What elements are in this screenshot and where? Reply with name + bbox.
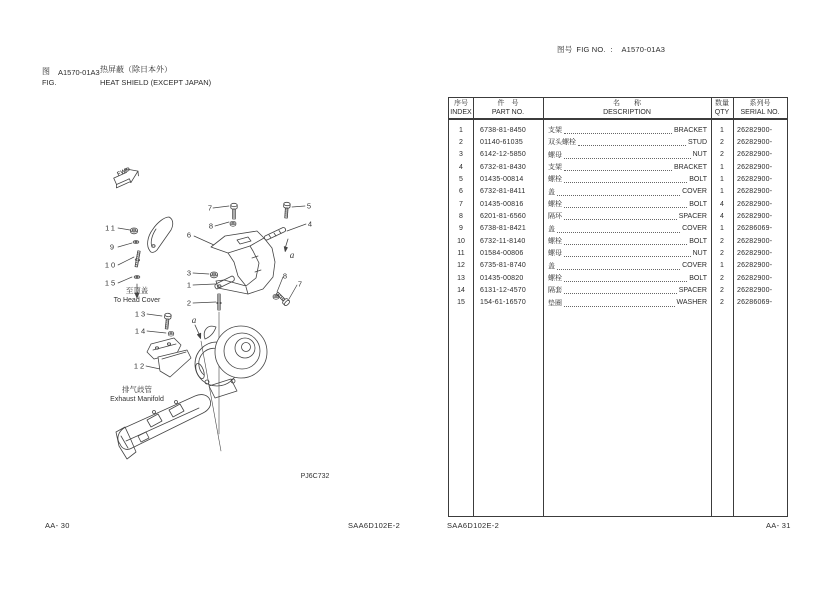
row-serial: 26282900- bbox=[737, 151, 773, 159]
row-part-no: 01584-00806 bbox=[480, 249, 524, 257]
row-desc-cn: 螺母 bbox=[548, 151, 562, 159]
to-head-cover-en: To Head Cover bbox=[113, 297, 161, 304]
arrow-a-mid bbox=[195, 325, 201, 339]
row-qty: 4 bbox=[720, 200, 724, 208]
table-header bbox=[449, 98, 787, 120]
header-desc-en: DESCRIPTION bbox=[603, 109, 651, 116]
row-desc-cn: 螺母 bbox=[548, 250, 562, 258]
part-bolt-7-top bbox=[231, 203, 237, 219]
row-serial: 26282900- bbox=[737, 262, 773, 270]
arrow-a-top bbox=[284, 239, 288, 252]
fig-code: A1570-01A3 bbox=[58, 68, 100, 77]
row-index: 6 bbox=[459, 188, 463, 196]
part-bracket-6 bbox=[211, 231, 275, 294]
row-qty: 1 bbox=[720, 225, 724, 233]
header-qty bbox=[711, 98, 733, 118]
row-part-no: 154-61-16570 bbox=[480, 299, 526, 307]
leader-dots bbox=[557, 188, 680, 196]
row-desc-cn: 螺栓 bbox=[548, 176, 562, 184]
row-part-no: 01140-61035 bbox=[480, 138, 523, 146]
row-description bbox=[543, 248, 711, 258]
row-description bbox=[543, 125, 711, 135]
callout-15: 15 bbox=[104, 278, 118, 288]
callout-a-mid: a bbox=[191, 315, 197, 325]
part-plate bbox=[148, 217, 173, 252]
callout-13: 13 bbox=[134, 309, 148, 319]
header-index bbox=[449, 98, 473, 118]
row-description bbox=[543, 261, 711, 271]
leader-dots bbox=[564, 249, 691, 257]
row-desc-en: STUD bbox=[687, 138, 707, 146]
table-row bbox=[449, 223, 787, 235]
fig-no-separator: ： bbox=[609, 45, 618, 54]
row-part-no: 01435-00814 bbox=[480, 175, 524, 183]
row-qty: 2 bbox=[720, 299, 724, 307]
row-serial: 26282900- bbox=[737, 188, 773, 196]
row-description bbox=[543, 199, 711, 209]
row-desc-cn: 垫圈 bbox=[548, 299, 562, 307]
parts-table bbox=[448, 97, 788, 517]
leader-dots bbox=[564, 286, 677, 294]
table-body bbox=[449, 120, 787, 309]
footer-right-page-no: AA- 31 bbox=[766, 521, 791, 530]
header-index-en: INDEX bbox=[450, 109, 472, 116]
row-index: 2 bbox=[459, 138, 463, 146]
callout-12: 12 bbox=[133, 361, 147, 371]
fig-no-label-cn: 图号 bbox=[557, 45, 573, 54]
row-desc-en: BOLT bbox=[689, 200, 707, 208]
row-serial: 26282900- bbox=[737, 126, 773, 134]
table-row bbox=[449, 247, 787, 259]
row-description bbox=[543, 298, 711, 308]
exhaust-manifold-cn: 排气歧管 bbox=[121, 385, 152, 394]
table-row bbox=[449, 161, 787, 173]
row-index: 5 bbox=[459, 175, 463, 183]
fig-no-line bbox=[557, 44, 669, 55]
row-serial: 26282900- bbox=[737, 286, 773, 294]
table-row bbox=[449, 272, 787, 284]
row-qty: 2 bbox=[720, 237, 724, 245]
exhaust-manifold-label bbox=[110, 385, 164, 405]
row-index: 13 bbox=[457, 274, 465, 282]
callout-a-top: a bbox=[289, 250, 295, 260]
row-desc-cn: 支架 bbox=[548, 127, 562, 135]
row-desc-en: SPACER bbox=[678, 212, 707, 220]
row-desc-cn: 双头螺栓 bbox=[548, 139, 576, 147]
callout-8-right: 8 bbox=[282, 271, 288, 281]
header-index-cn: 序号 bbox=[454, 100, 468, 107]
part-bolt-13 bbox=[163, 313, 171, 329]
callout-9: 9 bbox=[109, 242, 115, 252]
row-description bbox=[543, 174, 711, 184]
header-desc-cn: 名 称 bbox=[613, 100, 641, 107]
row-part-no: 6735-81-8740 bbox=[480, 262, 526, 270]
exhaust-manifold-en: Exhaust Manifold bbox=[110, 396, 164, 403]
to-head-cover-cn: 至顶盖 bbox=[125, 286, 149, 295]
row-serial: 26282900- bbox=[737, 175, 773, 183]
row-qty: 2 bbox=[720, 274, 724, 282]
leader-dots bbox=[564, 237, 687, 245]
fig-label-cn: 图 bbox=[42, 67, 50, 76]
callout-5: 5 bbox=[306, 201, 312, 211]
row-serial: 26282900- bbox=[737, 200, 773, 208]
header-part-cn: 件 号 bbox=[497, 100, 519, 107]
row-serial: 26282900- bbox=[737, 274, 773, 282]
fig-label-en: FIG. bbox=[42, 78, 57, 87]
row-desc-en: BOLT bbox=[689, 237, 707, 245]
row-desc-en: COVER bbox=[682, 262, 707, 270]
part-nut-14 bbox=[168, 331, 173, 336]
callout-4: 4 bbox=[307, 219, 313, 229]
row-description bbox=[543, 137, 711, 147]
header-serial bbox=[733, 98, 787, 118]
header-serial-cn: 系列号 bbox=[749, 100, 771, 107]
row-serial: 26286069- bbox=[737, 225, 773, 233]
row-part-no: 6732-81-8430 bbox=[480, 163, 526, 171]
callout-11: 11 bbox=[105, 223, 117, 233]
part-washer-9 bbox=[133, 241, 139, 244]
row-desc-cn: 盖 bbox=[548, 262, 555, 270]
footer-left-model: SAA6D102E-2 bbox=[348, 521, 401, 530]
callout-7-top: 7 bbox=[207, 203, 213, 213]
callout-14: 14 bbox=[134, 326, 148, 336]
row-qty: 2 bbox=[720, 286, 724, 294]
row-desc-cn: 支架 bbox=[548, 164, 562, 172]
part-bolt-7-right bbox=[275, 291, 291, 307]
row-index: 7 bbox=[459, 200, 463, 208]
table-row bbox=[449, 136, 787, 148]
row-desc-cn: 螺栓 bbox=[548, 275, 562, 283]
row-desc-cn: 隔套 bbox=[548, 287, 562, 295]
row-desc-cn: 盖 bbox=[548, 225, 555, 233]
table-row bbox=[449, 235, 787, 247]
row-qty: 1 bbox=[720, 163, 724, 171]
callout-10: 10 bbox=[104, 260, 118, 270]
part-nut-11 bbox=[131, 228, 138, 234]
row-desc-cn: 盖 bbox=[548, 188, 555, 196]
row-index: 11 bbox=[457, 249, 465, 257]
row-serial: 26282900- bbox=[737, 212, 773, 220]
row-serial: 26282900- bbox=[737, 138, 773, 146]
leader-dots bbox=[564, 274, 687, 282]
part-nut-3 bbox=[211, 272, 218, 278]
row-part-no: 6732-11-8140 bbox=[480, 237, 526, 245]
row-qty: 1 bbox=[720, 175, 724, 183]
row-serial: 26282900- bbox=[737, 249, 773, 257]
row-desc-en: BRACKET bbox=[673, 163, 707, 171]
row-desc-en: SPACER bbox=[678, 286, 707, 294]
row-qty: 1 bbox=[720, 188, 724, 196]
callout-6: 6 bbox=[186, 230, 192, 240]
table-row bbox=[449, 198, 787, 210]
table-row bbox=[449, 210, 787, 222]
row-index: 10 bbox=[457, 237, 465, 245]
leader-dots bbox=[564, 163, 672, 171]
row-serial: 26282900- bbox=[737, 163, 773, 171]
row-desc-en: COVER bbox=[682, 225, 707, 233]
row-description bbox=[543, 211, 711, 221]
row-index: 8 bbox=[459, 212, 463, 220]
row-part-no: 6738-81-8450 bbox=[480, 126, 526, 134]
row-desc-cn: 隔环 bbox=[548, 213, 562, 221]
leader-dots bbox=[564, 299, 675, 307]
callout-8-top: 8 bbox=[208, 221, 214, 231]
leader-dots bbox=[564, 175, 687, 183]
row-desc-en: WASHER bbox=[676, 299, 707, 307]
part-stud-2 bbox=[217, 294, 221, 310]
row-description bbox=[543, 224, 711, 234]
row-qty: 4 bbox=[720, 212, 724, 220]
fig-no-value: A1570-01A3 bbox=[621, 45, 666, 54]
table-row bbox=[449, 284, 787, 296]
row-index: 9 bbox=[459, 225, 463, 233]
header-qty-cn: 数量 bbox=[715, 100, 729, 107]
row-desc-en: COVER bbox=[682, 188, 707, 196]
leader-dots bbox=[564, 212, 677, 220]
row-desc-cn: 螺栓 bbox=[548, 201, 562, 209]
fig-no-label-en: FIG NO. bbox=[576, 45, 606, 54]
row-qty: 2 bbox=[720, 249, 724, 257]
row-part-no: 6732-81-8411 bbox=[480, 188, 526, 196]
part-bracket-12 bbox=[147, 338, 191, 377]
row-qty: 1 bbox=[720, 262, 724, 270]
fwd-label: FWD bbox=[116, 166, 132, 178]
footer-left-page-no: AA- 30 bbox=[45, 521, 70, 530]
part-bolt-5 bbox=[283, 202, 290, 218]
part-spacer-4 bbox=[264, 227, 285, 240]
to-head-cover-label bbox=[114, 286, 161, 306]
row-desc-en: NUT bbox=[692, 151, 707, 159]
row-description bbox=[543, 273, 711, 283]
drawing-number: PJ6C732 bbox=[300, 473, 330, 480]
header-qty-en: QTY bbox=[714, 109, 730, 116]
leader-dots bbox=[564, 126, 672, 134]
row-index: 4 bbox=[459, 163, 463, 171]
row-description bbox=[543, 285, 711, 295]
header-description bbox=[543, 98, 711, 118]
table-row bbox=[449, 173, 787, 185]
leader-dots bbox=[557, 225, 680, 233]
table-row bbox=[449, 186, 787, 198]
callout-2: 2 bbox=[186, 298, 192, 308]
row-part-no: 6738-81-8421 bbox=[480, 225, 526, 233]
table-row bbox=[449, 149, 787, 161]
row-index: 1 bbox=[459, 126, 463, 134]
header-part-no bbox=[473, 98, 543, 118]
callout-7-right: 7 bbox=[297, 279, 303, 289]
leader-dots bbox=[557, 262, 680, 270]
page-title-cn: 热屏蔽（除日本外） bbox=[100, 65, 172, 74]
row-description bbox=[543, 187, 711, 197]
callout-3: 3 bbox=[186, 268, 192, 278]
page-title-en: HEAT SHIELD (EXCEPT JAPAN) bbox=[100, 78, 212, 87]
row-serial: 26282900- bbox=[737, 237, 773, 245]
row-part-no: 6201-81-6560 bbox=[480, 212, 526, 220]
table-row bbox=[449, 297, 787, 309]
table-row bbox=[449, 124, 787, 136]
table-row bbox=[449, 260, 787, 272]
row-part-no: 01435-00816 bbox=[480, 200, 524, 208]
row-index: 3 bbox=[459, 151, 463, 159]
row-description bbox=[543, 236, 711, 246]
row-desc-en: BRACKET bbox=[673, 126, 707, 134]
part-nut-8-top bbox=[230, 221, 236, 226]
row-index: 15 bbox=[457, 299, 465, 307]
row-index: 12 bbox=[457, 262, 465, 270]
callout-1: 1 bbox=[186, 280, 192, 290]
row-index: 14 bbox=[457, 286, 465, 294]
header-serial-en: SERIAL NO. bbox=[740, 109, 780, 116]
row-desc-en: NUT bbox=[692, 249, 707, 257]
row-qty: 2 bbox=[720, 151, 724, 159]
row-part-no: 6131-12-4570 bbox=[480, 286, 526, 294]
row-part-no: 6142-12-5850 bbox=[480, 151, 526, 159]
row-part-no: 01435-00820 bbox=[480, 274, 524, 282]
leader-dots bbox=[564, 151, 691, 159]
leader-dots bbox=[578, 138, 686, 146]
row-description bbox=[543, 150, 711, 160]
part-stud-10 bbox=[134, 251, 141, 268]
row-desc-en: BOLT bbox=[689, 274, 707, 282]
part-washer-15 bbox=[134, 276, 140, 279]
row-qty: 2 bbox=[720, 138, 724, 146]
row-qty: 1 bbox=[720, 126, 724, 134]
footer-right-model: SAA6D102E-2 bbox=[447, 521, 500, 530]
row-serial: 26286069- bbox=[737, 299, 773, 307]
leader-dots bbox=[564, 200, 687, 208]
row-desc-cn: 螺栓 bbox=[548, 238, 562, 246]
header-part-en: PART NO. bbox=[491, 109, 525, 116]
row-desc-en: BOLT bbox=[689, 175, 707, 183]
row-description bbox=[543, 162, 711, 172]
